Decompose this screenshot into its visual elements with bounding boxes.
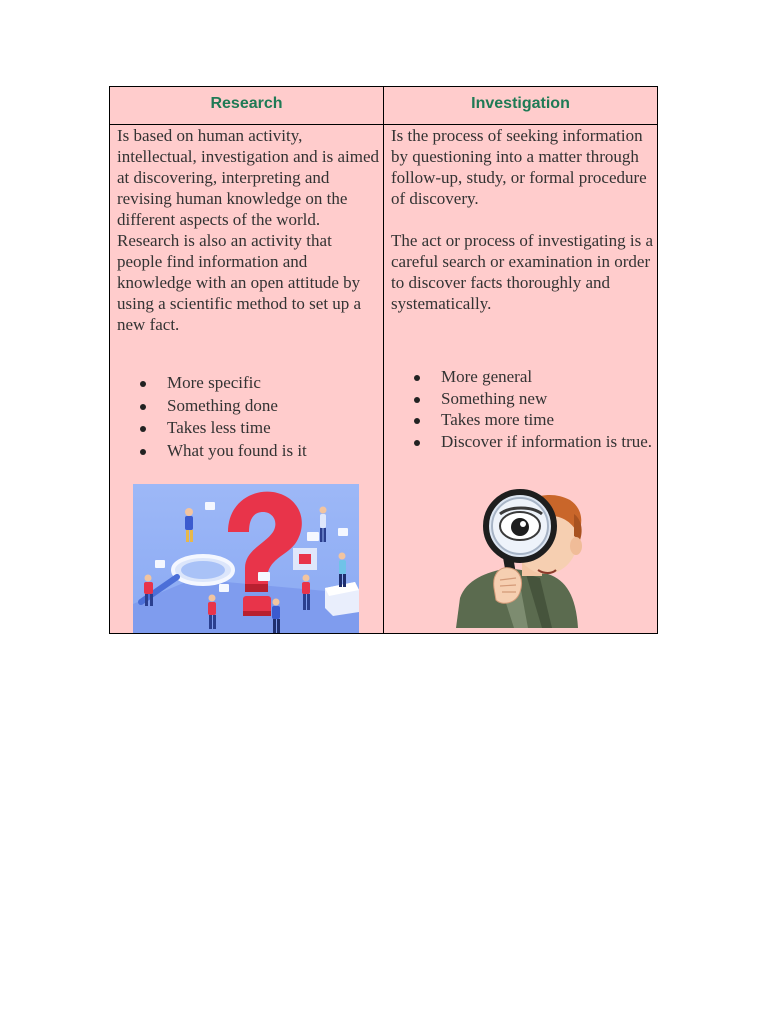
list-item: More specific xyxy=(140,372,380,395)
investigation-bullet-list xyxy=(414,366,654,452)
bullet-icon xyxy=(414,440,420,446)
list-item: What you found is it xyxy=(140,440,380,463)
bullet-icon xyxy=(140,426,146,432)
investigation-cell xyxy=(384,125,658,634)
list-item: Takes less time xyxy=(140,417,380,440)
bullet-icon xyxy=(414,375,420,381)
research-description: Is based on human activity, intellectual, investigation and is aimed at discovering, interpreting and revising human knowledge on the different aspects of the world. Research is also an activity that people find information and knowledge with an open attitude by using a scientific method to set up a new fact. xyxy=(117,126,380,334)
list-item: Something done xyxy=(140,395,380,418)
header-row xyxy=(110,87,658,125)
comparison-table xyxy=(109,86,658,634)
bullet-icon xyxy=(414,418,420,424)
investigation-description-2: The act or process of investigating is a careful search or examination in order to discover facts thoroughly and systematically. xyxy=(391,231,654,313)
question-mark-research-icon xyxy=(133,484,359,633)
research-bullet-list xyxy=(140,372,380,462)
bullet-icon xyxy=(140,449,146,455)
bullet-icon xyxy=(140,404,146,410)
list-item: More general xyxy=(414,366,654,388)
bullet-icon xyxy=(140,381,146,387)
list-item: Discover if information is true. xyxy=(414,431,654,452)
bullet-icon xyxy=(414,397,420,403)
content-row xyxy=(110,125,658,634)
magnifying-glass-detective-icon xyxy=(456,488,586,628)
list-item: Something new xyxy=(414,388,654,410)
list-item: Takes more time xyxy=(414,409,654,431)
research-cell xyxy=(110,125,384,634)
investigation-heading: Investigation xyxy=(384,87,658,125)
research-heading: Research xyxy=(110,87,384,125)
investigation-description-1: Is the process of seeking information by questioning into a matter through follow-up, study, or formal procedure of discovery. xyxy=(391,126,647,208)
